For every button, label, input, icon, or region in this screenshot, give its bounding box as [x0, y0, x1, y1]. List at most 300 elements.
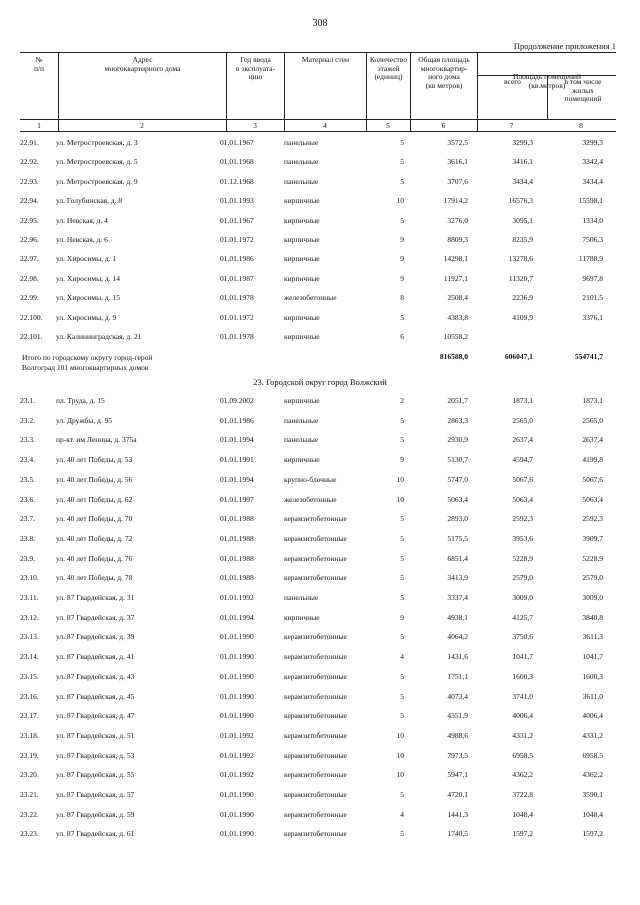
- row-material: керамзитобетонные: [284, 533, 347, 543]
- row-area-all: 2236,9: [512, 293, 533, 303]
- total-label-line1: Итого по городскому округу город-герой: [22, 353, 153, 362]
- row-floors: 5: [400, 138, 404, 147]
- total-label-line2: Волгоград 101 многоквартирных домов: [22, 363, 149, 372]
- row-material: кирпичные: [284, 396, 320, 405]
- row-total-area: 3572,5: [447, 138, 468, 147]
- row-total-area: 3413,9: [447, 573, 468, 583]
- row-year: 01.01.1990: [220, 829, 254, 839]
- table-row: [0, 332, 640, 344]
- row-total-area: 5130,7: [447, 455, 468, 465]
- row-year: 01.01.1988: [220, 514, 254, 524]
- row-total-area: 5063,4: [447, 494, 468, 504]
- table-row: [0, 692, 640, 704]
- row-area-residential: 4362,2: [582, 770, 603, 780]
- column-number: 2: [140, 121, 144, 130]
- row-area-all: 1873,1: [512, 396, 533, 405]
- row-floors: 9: [400, 455, 404, 465]
- row-material: керамзитобетонные: [284, 573, 347, 583]
- row-total-area: 14298,1: [443, 254, 468, 264]
- row-address: ул. Хиросимы, д. 1: [56, 254, 117, 264]
- total-row: [0, 352, 640, 364]
- row-num: 22.92.: [20, 157, 39, 167]
- row-year: 01.01.1967: [220, 138, 254, 147]
- row-area-residential: 3299,3: [582, 138, 603, 147]
- row-material: кирпичные: [284, 196, 320, 206]
- row-area-all: 5228,9: [512, 553, 533, 563]
- row-num: 22.93.: [20, 176, 39, 186]
- row-material: кирпичные: [284, 332, 320, 341]
- row-area-all: 1597,2: [512, 829, 533, 839]
- table-row: [0, 573, 640, 585]
- row-floors: 4: [400, 652, 404, 662]
- row-area-all: 1041,7: [512, 652, 533, 662]
- header-residential: в том числе жилых помещений: [547, 76, 618, 120]
- row-material: кирпичные: [284, 312, 320, 322]
- row-address: ул. Хиросимы, д. 9: [56, 312, 117, 322]
- table-row: [0, 416, 640, 428]
- row-total-area: 3337,4: [447, 593, 468, 602]
- row-floors: 10: [396, 474, 404, 484]
- row-area-all: 3299,3: [512, 138, 533, 147]
- row-floors: 5: [400, 415, 404, 425]
- row-floors: 8: [400, 293, 404, 303]
- row-floors: 5: [400, 790, 404, 799]
- table-header: [20, 52, 616, 132]
- row-material: панельные: [284, 435, 319, 445]
- table-row: [0, 313, 640, 325]
- row-year: 01.01.1967: [220, 215, 254, 225]
- row-year: 01.01.1972: [220, 312, 254, 322]
- table-row: [0, 711, 640, 723]
- row-area-residential: 1048,4: [582, 809, 603, 819]
- row-material: кирпичные: [284, 235, 320, 244]
- table-row: [0, 396, 640, 408]
- row-material: панельные: [284, 415, 319, 425]
- row-area-residential: 5228,9: [582, 553, 603, 563]
- row-total-area: 2051,7: [447, 396, 468, 405]
- row-area-residential: 7506,3: [582, 235, 603, 244]
- row-year: 01.01.1994: [220, 435, 254, 445]
- row-area-residential: 1041,7: [582, 652, 603, 662]
- row-total-area: 1431,6: [447, 652, 468, 662]
- row-area-all: 3009,0: [512, 593, 533, 602]
- row-address: ул. 87 Гвардейская, д. 39: [56, 632, 135, 642]
- row-area-residential: 3909,7: [582, 533, 603, 543]
- row-total-area: 11927,1: [443, 273, 468, 283]
- table-row: [0, 751, 640, 763]
- row-floors: 5: [400, 691, 404, 701]
- row-year: 01.01.1990: [220, 711, 254, 721]
- row-area-residential: 1334,0: [582, 215, 603, 225]
- row-area-all: 2637,4: [512, 435, 533, 445]
- column-number: 4: [323, 121, 327, 130]
- row-area-residential: 3611,3: [582, 632, 603, 642]
- row-material: керамзитобетонные: [284, 809, 347, 819]
- row-total-area: 4351,9: [447, 711, 468, 721]
- row-address: ул. 40 лет Победы, д. 53: [56, 455, 133, 465]
- row-material: панельные: [284, 138, 319, 147]
- row-area-residential: 2637,4: [582, 435, 603, 445]
- row-floors: 9: [400, 235, 404, 244]
- row-year: 01.01.1990: [220, 790, 254, 799]
- column-number: 8: [579, 121, 583, 130]
- total-residential: 554741,7: [574, 352, 603, 361]
- row-num: 22.96.: [20, 235, 39, 244]
- row-total-area: 7973,5: [447, 750, 468, 760]
- row-floors: 5: [400, 435, 404, 445]
- row-num: 23.23.: [20, 829, 39, 839]
- row-floors: 5: [400, 632, 404, 642]
- row-area-all: 6958,5: [512, 750, 533, 760]
- table-row: [0, 731, 640, 743]
- row-material: керамзитобетонные: [284, 750, 347, 760]
- row-year: 01.01.1990: [220, 652, 254, 662]
- row-total-area: 3616,1: [447, 157, 468, 167]
- row-floors: 5: [400, 533, 404, 543]
- row-area-all: 11320,7: [508, 273, 533, 283]
- row-area-all: 3095,1: [512, 215, 533, 225]
- row-material: железобетонные: [284, 494, 337, 504]
- row-num: 22.94.: [20, 196, 39, 206]
- row-area-residential: 2592,3: [582, 514, 603, 524]
- column-number: 5: [386, 121, 390, 130]
- row-year: 01.01.1993: [220, 196, 254, 206]
- table-row: [0, 672, 640, 684]
- row-total-area: 2508,4: [447, 293, 468, 303]
- row-year: 01.01.1990: [220, 691, 254, 701]
- row-floors: 5: [400, 553, 404, 563]
- row-floors: 5: [400, 312, 404, 322]
- row-year: 01.01.1990: [220, 632, 254, 642]
- row-floors: 5: [400, 514, 404, 524]
- row-address: ул. 87 Гвардейская, д. 51: [56, 730, 135, 740]
- row-area-all: 8235,9: [512, 235, 533, 244]
- row-year: 01.01.1997: [220, 494, 254, 504]
- row-year: 01.01.1987: [220, 273, 254, 283]
- row-material: керамзитобетонные: [284, 652, 347, 662]
- table-row: [0, 455, 640, 467]
- row-floors: 10: [396, 770, 404, 780]
- total-area: 816588,0: [439, 352, 468, 361]
- row-area-residential: 6958,5: [582, 750, 603, 760]
- row-area-residential: 2579,0: [582, 573, 603, 583]
- row-area-residential: 2565,0: [582, 415, 603, 425]
- table-row: [0, 196, 640, 208]
- row-area-residential: 1597,2: [582, 829, 603, 839]
- page-number: 308: [312, 18, 328, 29]
- row-total-area: 5947,1: [447, 770, 468, 780]
- row-address: ул. Хиросимы, д. 15: [56, 293, 120, 303]
- table-row: [0, 829, 640, 841]
- row-material: панельные: [284, 157, 319, 167]
- row-area-all: 3953,6: [512, 533, 533, 543]
- row-area-all: 4006,4: [512, 711, 533, 721]
- table-row: [0, 138, 640, 150]
- table-row: [0, 495, 640, 507]
- row-floors: 5: [400, 671, 404, 681]
- row-floors: 2: [400, 396, 404, 405]
- row-area-residential: 5063,4: [582, 494, 603, 504]
- row-num: 23.22.: [20, 809, 39, 819]
- row-total-area: 10558,2: [443, 332, 468, 341]
- table-row: [0, 554, 640, 566]
- row-address: ул. Калининградская, д. 21: [56, 332, 142, 341]
- header-floors: Количество этажей (единиц): [366, 53, 410, 131]
- row-floors: 5: [400, 157, 404, 167]
- continuation-note: Продолжение приложения 1: [513, 41, 616, 51]
- row-num: 22.97.: [20, 254, 39, 264]
- header-num: № п/п: [33, 55, 45, 73]
- row-total-area: 4064,2: [447, 632, 468, 642]
- row-address: ул. 87 Гвардейская, д. 37: [56, 612, 135, 622]
- row-address: ул. 87 Гвардейская, д. 59: [56, 809, 135, 819]
- row-num: 22.98.: [20, 273, 39, 283]
- row-total-area: 2893,0: [447, 514, 468, 524]
- row-year: 01.12.1968: [220, 176, 254, 186]
- row-year: 01.01.1990: [220, 809, 254, 819]
- row-area-all: 4109,9: [512, 312, 533, 322]
- row-address: ул. 87 Гвардейская, д. 41: [56, 652, 135, 662]
- row-year: 01.01.1992: [220, 593, 254, 602]
- row-floors: 5: [400, 593, 404, 602]
- row-area-all: 13278,6: [508, 254, 533, 264]
- row-address: ул. 87 Гвардейская, д. 57: [56, 790, 135, 799]
- row-area-residential: 3840,8: [582, 612, 603, 622]
- row-material: панельные: [284, 176, 319, 186]
- row-total-area: 4988,6: [447, 730, 468, 740]
- row-total-area: 5747,0: [447, 474, 468, 484]
- row-material: крупно-блочные: [284, 474, 337, 484]
- row-year: 01.01.1988: [220, 553, 254, 563]
- row-material: керамзитобетонные: [284, 711, 347, 721]
- header-address: Адрес многоквартирного дома: [58, 53, 226, 131]
- row-year: 01.01.1972: [220, 235, 254, 244]
- row-material: панельные: [284, 593, 319, 602]
- row-num: 23.11.: [20, 593, 39, 602]
- row-num: 23.16.: [20, 691, 39, 701]
- row-total-area: 4383,8: [447, 312, 468, 322]
- row-address: ул. 87 Гвардейская, д. 45: [56, 691, 135, 701]
- row-address: ул. Невская, д. 6: [56, 235, 108, 244]
- row-address: ул. Метростроевская, д. 3: [56, 138, 138, 147]
- row-address: ул. 87 Гвардейская, д. 43: [56, 671, 135, 681]
- table-row: [0, 514, 640, 526]
- row-year: 01.01.1968: [220, 157, 254, 167]
- row-area-residential: 9697,8: [582, 273, 603, 283]
- row-year: 01.01.1986: [220, 254, 254, 264]
- row-address: ул. 87 Гвардейская, д. 31: [56, 593, 135, 602]
- row-year: 01.01.1988: [220, 533, 254, 543]
- row-area-all: 4331,2: [512, 730, 533, 740]
- row-area-residential: 3590,1: [582, 790, 603, 799]
- row-material: керамзитобетонные: [284, 730, 347, 740]
- row-area-all: 2565,0: [512, 415, 533, 425]
- row-num: 23.7.: [20, 514, 35, 524]
- row-address: ул. 87 Гвардейская, д. 61: [56, 829, 135, 839]
- row-address: ул. 87 Гвардейская, д. 55: [56, 770, 135, 780]
- row-num: 23.19.: [20, 750, 39, 760]
- row-total-area: 5175,5: [447, 533, 468, 543]
- table-row: [0, 613, 640, 625]
- table-row: [0, 475, 640, 487]
- row-year: 01.01.1978: [220, 332, 254, 341]
- row-material: керамзитобетонные: [284, 829, 347, 839]
- row-address: ул. 87 Гвардейская, д. 53: [56, 750, 135, 760]
- row-total-area: 4938,1: [447, 612, 468, 622]
- row-year: 01.09.2002: [220, 396, 254, 405]
- row-floors: 10: [396, 730, 404, 740]
- row-floors: 9: [400, 273, 404, 283]
- table-row: [0, 157, 640, 169]
- row-address: ул. Невская, д. 4: [56, 215, 108, 225]
- row-area-residential: 4006,4: [582, 711, 603, 721]
- row-area-all: 1048,4: [512, 809, 533, 819]
- header-material: Материал стен: [284, 53, 366, 131]
- table-row: [0, 790, 640, 802]
- row-num: 23.2.: [20, 415, 35, 425]
- row-area-residential: 3009,0: [582, 593, 603, 602]
- row-address: ул. 40 лет Победы, д. 72: [56, 533, 133, 543]
- row-year: 01.01.1992: [220, 770, 254, 780]
- row-area-residential: 4331,2: [582, 730, 603, 740]
- row-area-residential: 1873,1: [582, 396, 603, 405]
- row-total-area: 3276,0: [447, 215, 468, 225]
- row-address: ул. Дружбы, д. 95: [56, 415, 113, 425]
- table-row: [0, 235, 640, 247]
- table-row: [0, 652, 640, 664]
- row-material: кирпичные: [284, 455, 320, 465]
- row-area-all: 3416,1: [512, 157, 533, 167]
- row-total-area: 1751,1: [447, 671, 468, 681]
- header-all: всего: [504, 77, 521, 86]
- table-row: [0, 254, 640, 266]
- header-premises-sub: [478, 72, 616, 120]
- row-total-area: 6851,4: [447, 553, 468, 563]
- row-num: 23.12.: [20, 612, 39, 622]
- table-row: [0, 435, 640, 447]
- row-material: керамзитобетонные: [284, 691, 347, 701]
- row-address: ул. 40 лет Победы, д. 76: [56, 553, 133, 563]
- row-address: ул. Хиросимы, д. 14: [56, 273, 120, 283]
- row-area-residential: 3376,1: [582, 312, 603, 322]
- table-row: [0, 216, 640, 228]
- row-area-residential: 5067,6: [582, 474, 603, 484]
- row-address: ул. 87 Гвардейская, д. 47: [56, 711, 135, 721]
- row-area-all: 3741,0: [512, 691, 533, 701]
- row-year: 01.01.1986: [220, 415, 254, 425]
- row-year: 01.01.1990: [220, 671, 254, 681]
- row-material: железобетонные: [284, 293, 337, 303]
- row-material: керамзитобетонные: [284, 770, 347, 780]
- row-floors: 10: [396, 494, 404, 504]
- row-num: 22.100.: [20, 312, 43, 322]
- column-number: 6: [441, 121, 446, 130]
- row-floors: 9: [400, 612, 404, 622]
- row-num: 23.13.: [20, 632, 39, 642]
- row-floors: 5: [400, 176, 404, 186]
- row-area-residential: 3342,4: [582, 157, 603, 167]
- row-area-all: 4362,2: [512, 770, 533, 780]
- row-material: кирпичные: [284, 254, 320, 264]
- row-num: 23.8.: [20, 533, 35, 543]
- row-area-residential: 15598,1: [578, 196, 603, 206]
- header-year: Год ввода в эксплуата- цию: [226, 53, 284, 131]
- row-address: ул. 40 лет Победы, д. 56: [56, 474, 133, 484]
- row-total-area: 17914,2: [443, 196, 468, 206]
- row-year: 01.01.1994: [220, 612, 254, 622]
- row-total-area: 2930,9: [447, 435, 468, 445]
- row-material: керамзитобетонные: [284, 790, 347, 799]
- table-row: [0, 810, 640, 822]
- row-num: 23.5.: [20, 474, 35, 484]
- row-num: 23.17.: [20, 711, 39, 721]
- row-address: ул. 40 лет Победы, д. 62: [56, 494, 133, 504]
- row-year: 01.01.1988: [220, 573, 254, 583]
- row-floors: 6: [400, 332, 404, 341]
- table-row: [0, 274, 640, 286]
- row-material: керамзитобетонные: [284, 514, 347, 524]
- row-address: пр-кт. им Ленина, д. 375а: [56, 435, 137, 445]
- column-numbers: [20, 119, 616, 132]
- row-material: керамзитобетонные: [284, 553, 347, 563]
- row-material: кирпичные: [284, 612, 320, 622]
- row-floors: 9: [400, 254, 404, 264]
- row-material: керамзитобетонные: [284, 632, 347, 642]
- row-num: 23.14.: [20, 652, 39, 662]
- section-title: 23. Городской округ город Волжский: [253, 377, 387, 387]
- row-address: ул. 40 лет Победы, д. 78: [56, 573, 133, 583]
- row-floors: 10: [396, 196, 404, 206]
- row-total-area: 1441,3: [447, 809, 468, 819]
- total-all: 606047,1: [504, 352, 533, 361]
- row-year: 01.01.1991: [220, 455, 254, 465]
- row-total-area: 1740,5: [447, 829, 468, 839]
- row-floors: 5: [400, 573, 404, 583]
- row-area-residential: 3434,4: [582, 176, 603, 186]
- row-area-residential: 1600,3: [582, 671, 603, 681]
- row-num: 22.99.: [20, 293, 39, 303]
- table-row: [0, 632, 640, 644]
- row-floors: 4: [400, 809, 404, 819]
- row-num: 23.20.: [20, 770, 39, 780]
- row-num: 23.15.: [20, 671, 39, 681]
- table-row: [0, 177, 640, 189]
- row-material: кирпичные: [284, 273, 320, 283]
- row-area-all: 2592,3: [512, 514, 533, 524]
- row-year: 01.01.1992: [220, 750, 254, 760]
- row-num: 23.9.: [20, 553, 35, 563]
- row-num: 23.1.: [20, 396, 35, 405]
- row-num: 23.18.: [20, 730, 39, 740]
- row-num: 23.3.: [20, 435, 35, 445]
- column-number: 3: [253, 121, 257, 130]
- row-area-all: 4125,7: [512, 612, 533, 622]
- row-area-residential: 4199,8: [582, 455, 603, 465]
- row-area-all: 4594,7: [512, 455, 533, 465]
- row-num: 22.91.: [20, 138, 39, 147]
- row-num: 23.6.: [20, 494, 35, 504]
- row-floors: 10: [396, 750, 404, 760]
- column-number: 1: [37, 121, 41, 130]
- row-num: 23.21.: [20, 790, 39, 799]
- row-address: ул. Голубинская, д. 8: [56, 196, 123, 206]
- row-total-area: 2863,3: [447, 415, 468, 425]
- row-address: ул. Метростроевская, д. 5: [56, 157, 138, 167]
- row-material: керамзитобетонные: [284, 671, 347, 681]
- row-num: 22.101.: [20, 332, 43, 341]
- row-area-residential: 3611,0: [582, 691, 603, 701]
- table-row: [0, 770, 640, 782]
